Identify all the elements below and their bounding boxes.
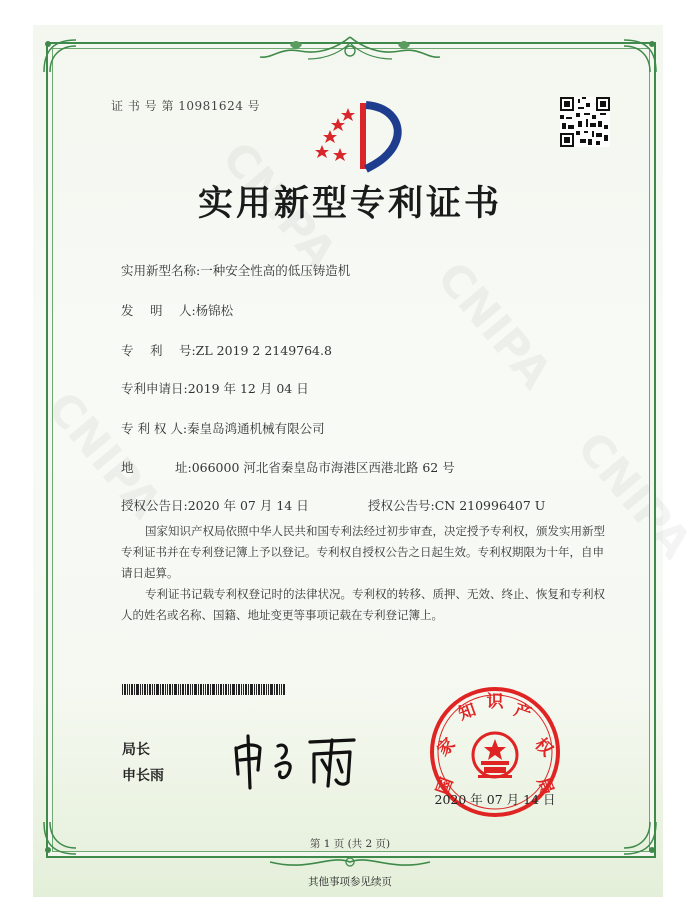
field-value: ZL 2019 2 2149764.8 xyxy=(195,343,332,358)
field-value: 秦皇岛鸿通机械有限公司 xyxy=(187,421,325,436)
svg-text:知: 知 xyxy=(455,699,479,725)
page-title: 实用新型专利证书 xyxy=(197,183,502,224)
svg-text:局: 局 xyxy=(532,774,558,798)
cnipa-emblem xyxy=(310,95,410,175)
grant-date-label: 授权公告日: xyxy=(121,498,188,513)
certificate-number: 证 书 号 第 10981624 号 xyxy=(111,99,261,113)
grant-number-value: CN 210996407 U xyxy=(434,498,546,513)
bottom-ornament xyxy=(250,852,450,874)
field-address xyxy=(121,458,455,476)
field-application-date xyxy=(121,379,309,397)
svg-text:识: 识 xyxy=(486,692,504,712)
director-name: 申长雨 xyxy=(122,768,164,784)
qr-code xyxy=(560,97,610,147)
svg-text:国: 国 xyxy=(432,774,458,798)
field-inventor xyxy=(121,301,233,319)
corner-ornament xyxy=(40,36,80,76)
grant-date xyxy=(121,496,309,514)
handwritten-signature xyxy=(228,730,378,790)
field-value: 066000 河北省秦皇岛市海港区西港北路 62 号 xyxy=(191,460,455,475)
field-value: 一种安全性高的低压铸造机 xyxy=(200,263,351,278)
page-number: 第 1 页 (共 2 页) xyxy=(309,838,391,850)
barcode xyxy=(122,684,285,695)
field-label: 专 利 权 人: xyxy=(121,421,188,436)
seal-date: 2020 年 07 月 14 日 xyxy=(434,792,556,807)
grant-number xyxy=(368,496,545,514)
grant-number-label: 授权公告号: xyxy=(368,498,435,513)
legal-status-paragraph: 专利证书记载专利权登记时的法律状况。专利权的转移、质押、无效、终止、恢复和专利权人的姓名或名称、国籍、地址变更等事项记载在专利登记簿上。 xyxy=(121,587,605,622)
svg-text:权: 权 xyxy=(530,734,557,761)
director-title: 局长 xyxy=(122,742,150,758)
field-patentee xyxy=(121,419,325,437)
field-label: 发 明 人: xyxy=(121,303,196,318)
continuation-note: 其他事项参见续页 xyxy=(308,876,392,888)
field-label: 地 址: xyxy=(121,460,192,475)
field-value: 2019 年 12 月 04 日 xyxy=(187,381,309,396)
grant-date-value: 2020 年 07 月 14 日 xyxy=(187,498,309,513)
grant-statement-paragraph: 国家知识产权局依照中华人民共和国专利法经过初步审查，决定授予专利权，颁发实用新型专利证书并在专利登记簿上予以登记。专利权自授权公告之日起生效。专利权期限为十年，自申请日起算。 xyxy=(121,524,605,580)
field-label: 专 利 号: xyxy=(121,343,196,358)
field-utility-model-name xyxy=(121,261,350,279)
svg-text:家: 家 xyxy=(433,734,460,761)
field-label: 实用新型名称: xyxy=(121,263,201,278)
corner-ornament xyxy=(620,36,660,76)
svg-text:产: 产 xyxy=(511,699,535,725)
field-label: 专利申请日: xyxy=(121,381,188,396)
field-value: 杨锦松 xyxy=(195,303,234,318)
field-patent-number xyxy=(121,341,332,359)
top-ornament xyxy=(250,33,450,67)
